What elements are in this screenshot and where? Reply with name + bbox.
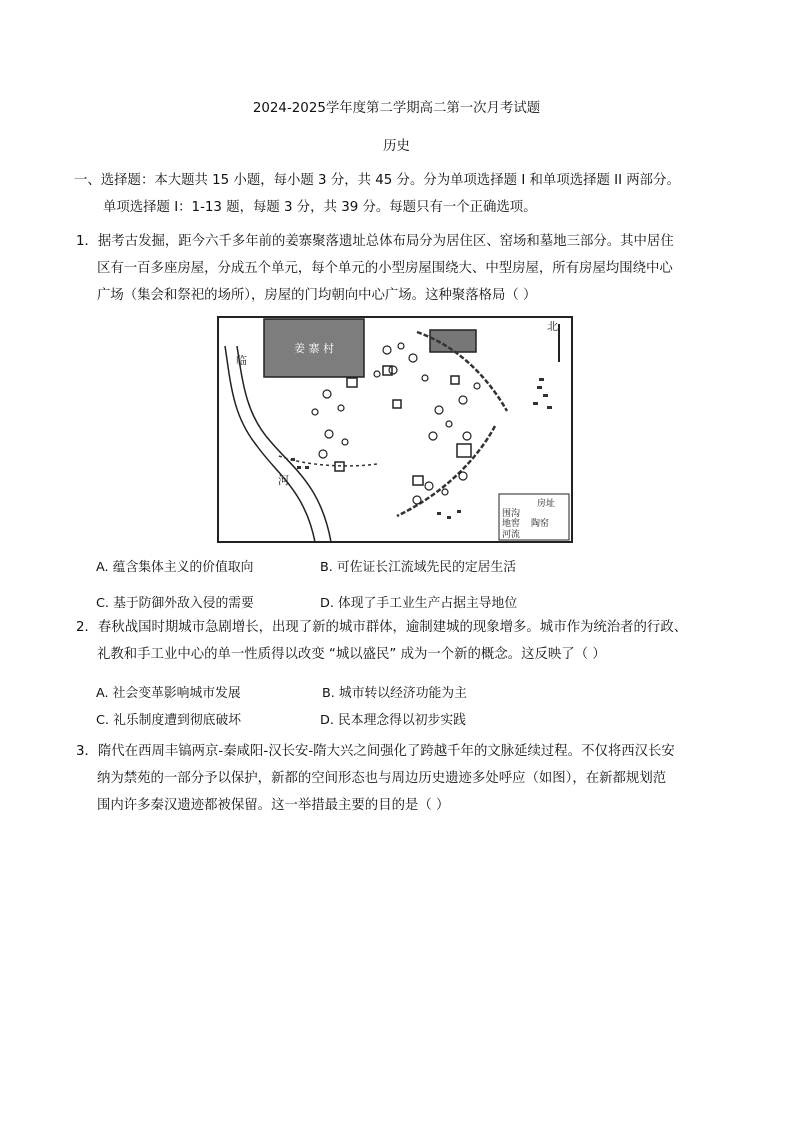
subject-title: 历史 bbox=[383, 139, 410, 154]
river-label-1: 临 bbox=[236, 354, 247, 367]
q1-option-a: A. 蕴含集体主义的价值取向 bbox=[96, 560, 254, 575]
question-1-line-1: 1．据考古发掘，距今六千多年前的姜寨聚落遗址总体布局分为居住区、窑场和墓地三部分。其中居住 bbox=[76, 234, 674, 249]
legend-house: 房址 bbox=[537, 499, 556, 509]
legend-kiln: 陶窑 bbox=[531, 519, 550, 529]
village-label: 姜 寨 村 bbox=[294, 342, 334, 355]
q1-option-d: D. 体现了手工业生产占据主导地位 bbox=[320, 596, 518, 611]
question-3-line-3: 围内许多秦汉遗迹都被保留。这一举措最主要的目的是（ ） bbox=[97, 798, 450, 813]
question-1-line-2: 区有一百多座房屋，分成五个单元，每个单元的小型房屋围绕大、中型房屋，所有房屋均围绕中心 bbox=[97, 261, 673, 276]
question-1-line-3: 广场（集会和祭祀的场所），房屋的门均朝向中心广场。这种聚落格局（ ） bbox=[97, 288, 537, 303]
question-3-line-2: 纳为禁苑的一部分予以保护，新都的空间形态也与周边历史遗迹多处呼应（如图），在新都规划范 bbox=[97, 771, 667, 786]
river-label-2: 河 bbox=[278, 474, 289, 487]
question-2-line-1: 2．春秋战国时期城市急剧增长，出现了新的城市群体，逾制建城的现象增多。城市作为统治者的行政、 bbox=[76, 620, 688, 635]
legend-river: 河流 bbox=[502, 530, 521, 540]
question-3-line-1: 3．隋代在西周丰镐两京-秦咸阳-汉长安-隋大兴之间强化了跨越千年的文脉延续过程。不仅将西汉长安 bbox=[76, 744, 675, 759]
question-2-line-2: 礼教和手工业中心的单一性质得以改变 “城以盛民” 成为一个新的概念。这反映了（ ） bbox=[97, 647, 606, 662]
q1-option-b: B. 可佐证长江流域先民的定居生活 bbox=[320, 560, 517, 575]
jiangzhai-settlement-map bbox=[217, 316, 573, 543]
legend-pit: 地窖 bbox=[502, 519, 521, 529]
section-subheader: 单项选择题 I：1-13 题，每题 3 分，共 39 分。每题只有一个正确选项。 bbox=[103, 200, 537, 215]
q2-option-b: B. 城市转以经济功能为主 bbox=[322, 686, 467, 701]
q2-option-c: C. 礼乐制度遭到彻底破坏 bbox=[96, 713, 242, 728]
q1-option-c: C. 基于防御外敌入侵的需要 bbox=[96, 596, 254, 611]
north-label: 北 bbox=[547, 320, 558, 333]
section-header: 一、选择题：本大题共 15 小题，每小题 3 分，共 45 分。分为单项选择题 I 和单项选择题 II 两部分。 bbox=[74, 173, 680, 188]
legend-ditch: 围沟 bbox=[502, 509, 521, 519]
exam-title: 2024-2025学年度第二学期高二第一次月考试题 bbox=[252, 101, 541, 116]
q2-option-a: A. 社会变革影响城市发展 bbox=[96, 686, 241, 701]
q2-option-d: D. 民本理念得以初步实践 bbox=[320, 713, 466, 728]
